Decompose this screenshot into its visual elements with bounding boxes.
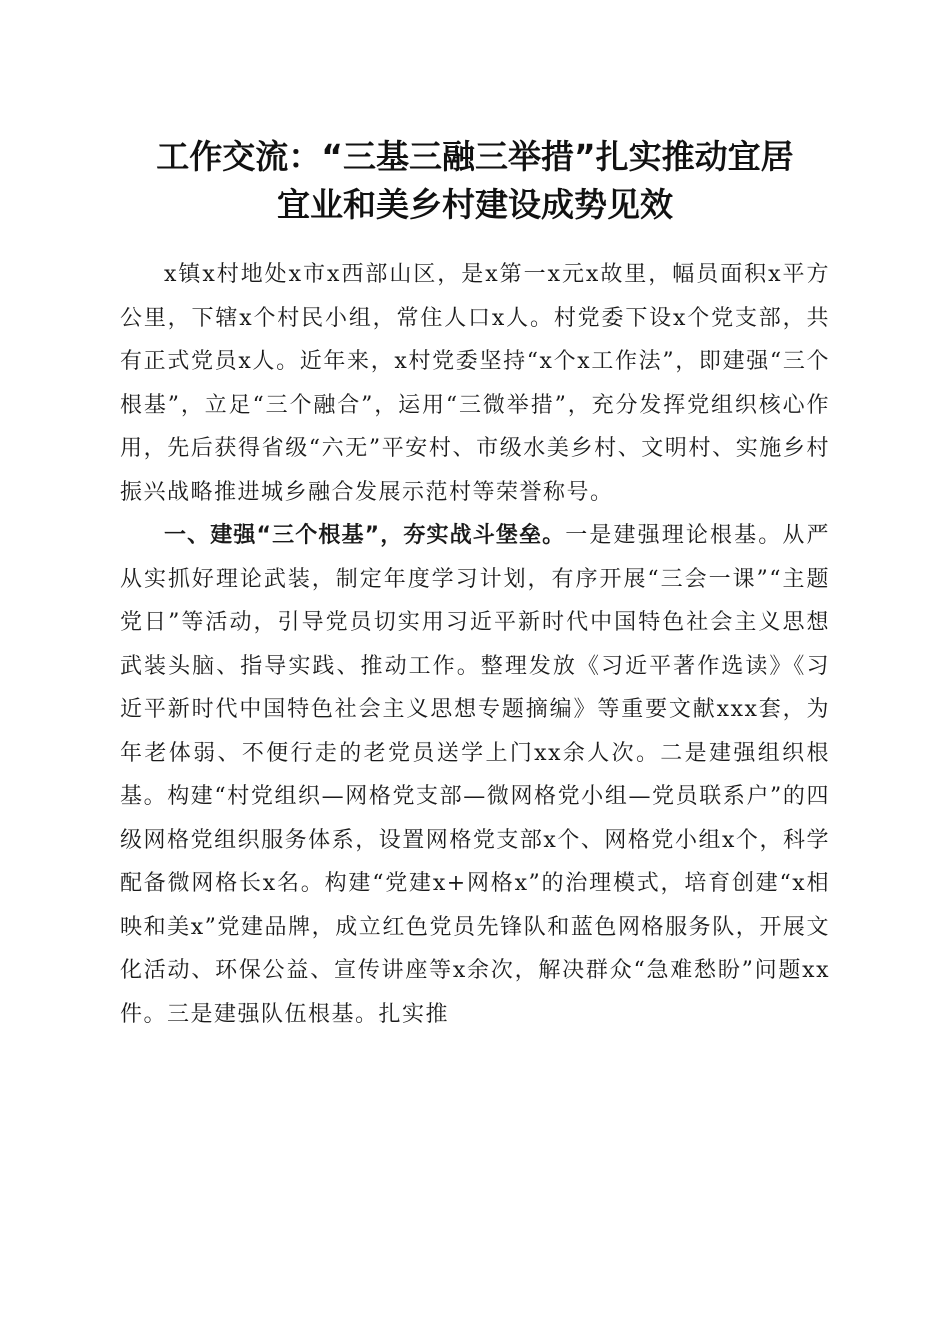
intro-paragraph: x镇x村地处x市x西部山区，是x第一x元x故里，幅员面积x平方公里，下辖x个村民小组，常住人口x人。村党委下设x个党支部，共有正式党员x人。近年来，x村党委坚持“x个x工作法”，即建强“三个根基”，立足“三个融合”，运用“三微举措”，充分发挥党组织核心作用，先后获得省级“六无”平安村、市级水美乡村、文明村、实施乡村振兴战略推进城乡融合发展示范村等荣誉称号。	[120, 262, 830, 505]
section-one-heading: 一、建强“三个根基”，夯实战斗堡垒。	[164, 523, 566, 548]
document-body	[120, 253, 830, 1036]
title-line-1: 工作交流：“三基三融三举措”扎实推动宜居	[156, 137, 794, 176]
section-one-body: 一是建强理论根基。从严从实抓好理论武装，制定年度学习计划，有序开展“三会一课”“主题党日”等活动，引导党员切实用习近平新时代中国特色社会主义思想武装头脑、指导实践、推动工作。整理发放《习近平著作选读》《习近平新时代中国特色社会主义思想专题摘编》等重要文献xxx套，为年老体弱、不便行走的老党员送学上门xx余人次。二是建强组织根基。构建“村党组织—网格党支部—微网格党小组—党员联系户”的四级网格党组织服务体系，设置网格党支部x个、网格党小组x个，科学配备微网格长x名。构建“党建x+网格x”的治理模式，培育创建“x相映和美x”党建品牌，成立红色党员先锋队和蓝色网格服务队，开展文化活动、环保公益、宣传讲座等x余次，解决群众“急难愁盼”问题xx件。三是建强队伍根基。扎实推	[120, 523, 830, 1027]
document-title	[118, 133, 832, 229]
title-line-2: 宜业和美乡村建设成势见效	[277, 185, 673, 224]
section-one-paragraph	[120, 514, 830, 1036]
